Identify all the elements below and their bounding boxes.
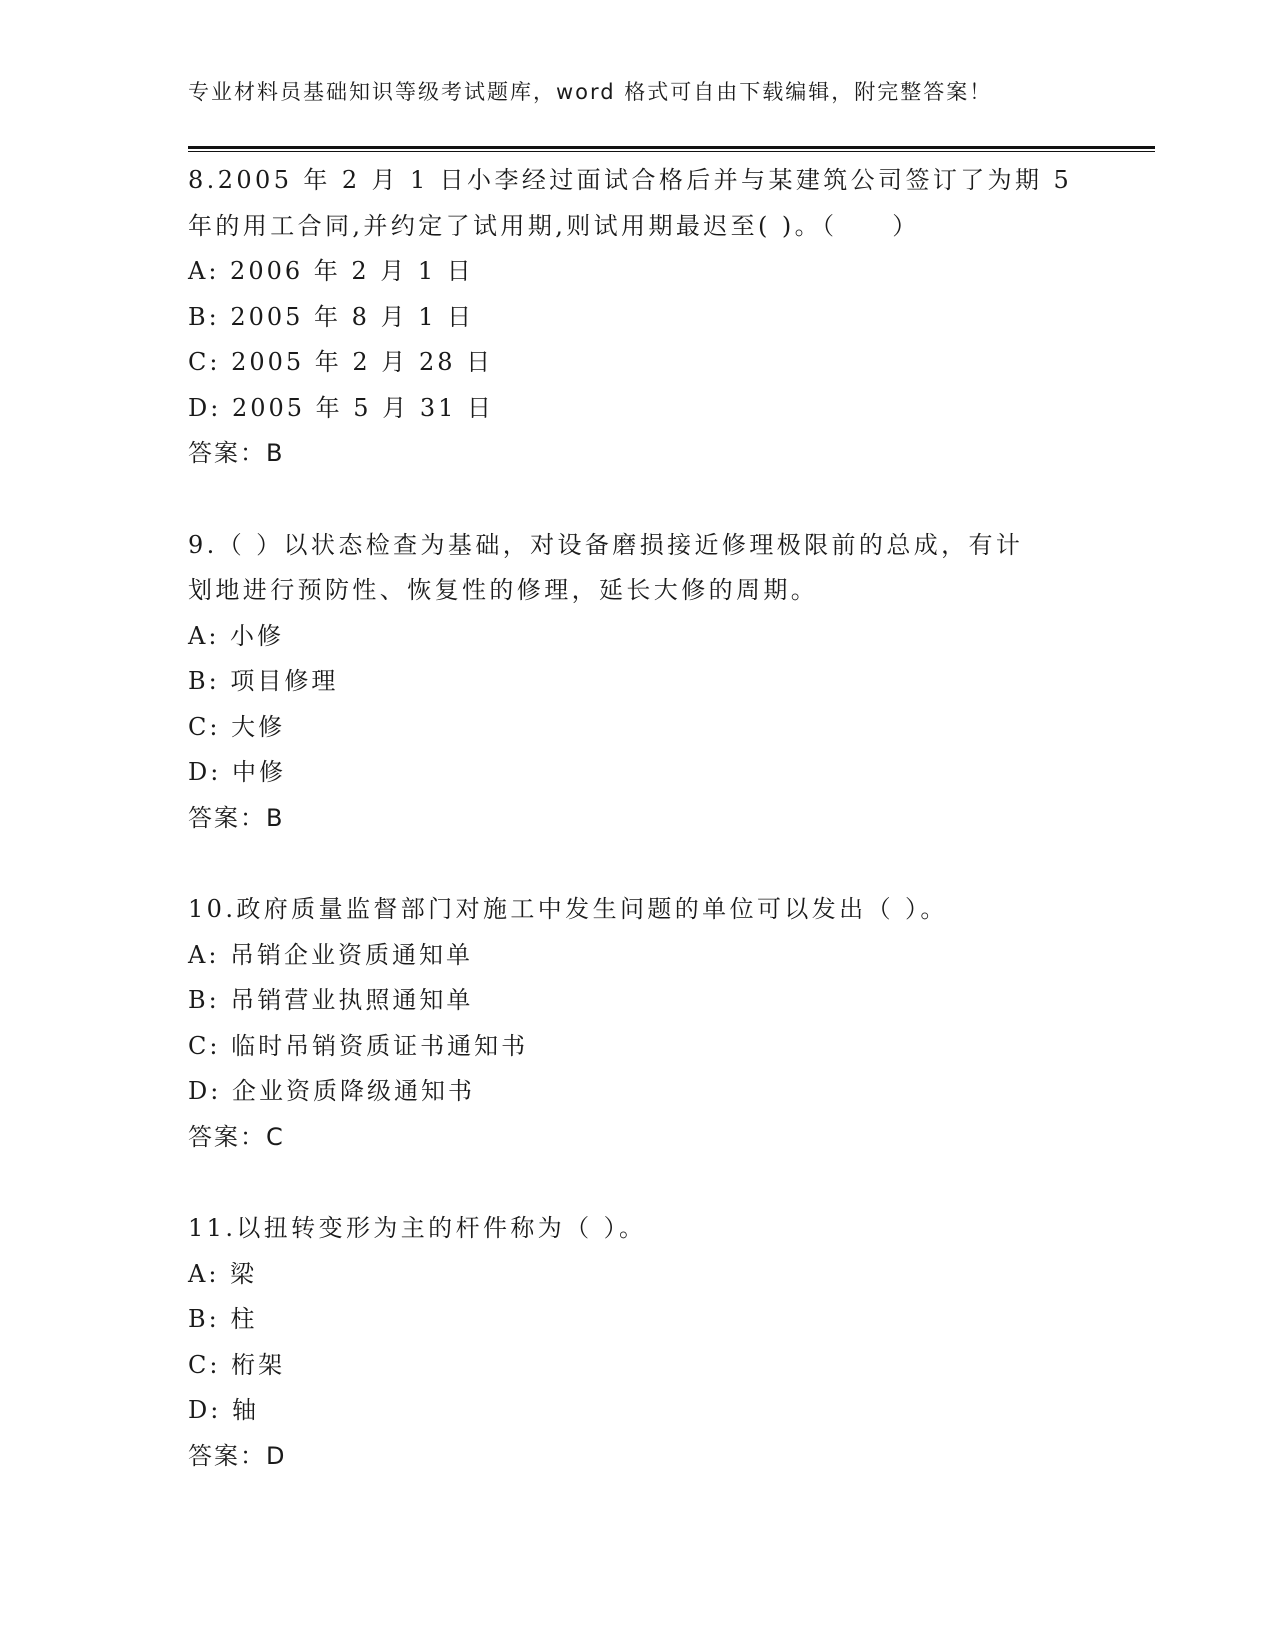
question-10 (188, 887, 1088, 1160)
option-c: C: 2005 年 2 月 28 日 (188, 348, 494, 376)
option-d: D: 企业资质降级通知书 (188, 1077, 475, 1105)
option-c: C: 临时吊销资质证书通知书 (188, 1031, 529, 1060)
option-d: D: 2005 年 5 月 31 日 (188, 393, 494, 422)
option-d: D: 轴 (188, 1396, 259, 1424)
question-11 (188, 1206, 1088, 1479)
option-d: D: 中修 (188, 758, 286, 786)
question-stem-line: 8.2005 年 2 月 1 日小李经过面试合格后并与某建筑公司签订了为期 5 (188, 166, 1073, 194)
option-a: A: 2006 年 2 月 1 日 (188, 257, 474, 285)
question-stem-line: 年的用工合同,并约定了试用期,则试用期最迟至( )。（ ） (188, 211, 920, 240)
question-stem-line: 9.（ ）以状态检查为基础，对设备磨损接近修理极限前的总成，有计 (188, 530, 1024, 559)
page-header: 专业材料员基础知识等级考试题库，word 格式可自由下载编辑，附完整答案！ (188, 80, 993, 104)
option-b: B: 项目修理 (188, 667, 339, 695)
option-c: C: 桁架 (188, 1350, 286, 1379)
option-c: C: 大修 (188, 712, 286, 741)
question-stem-line: 划地进行预防性、恢复性的修理，延长大修的周期。 (188, 576, 819, 604)
header-rule (188, 146, 1155, 152)
question-8 (188, 158, 1088, 477)
answer-line: 答案：D (188, 1441, 287, 1470)
option-b: B: 柱 (188, 1305, 258, 1333)
question-stem-line: 10.政府质量监督部门对施工中发生问题的单位可以发出（ ）。 (188, 895, 948, 923)
question-list (188, 158, 1088, 1525)
question-stem-line: 11.以扭转变形为主的杆件称为（ ）。 (188, 1214, 647, 1242)
question-9 (188, 523, 1088, 842)
option-b: B: 2005 年 8 月 1 日 (188, 302, 475, 331)
option-b: B: 吊销营业执照通知单 (188, 986, 474, 1014)
answer-line: 答案：B (188, 803, 285, 832)
answer-line: 答案：B (188, 439, 285, 467)
option-a: A: 吊销企业资质通知单 (188, 940, 474, 969)
answer-line: 答案：C (188, 1122, 285, 1151)
option-a: A: 小修 (188, 621, 285, 650)
option-a: A: 梁 (188, 1259, 258, 1288)
